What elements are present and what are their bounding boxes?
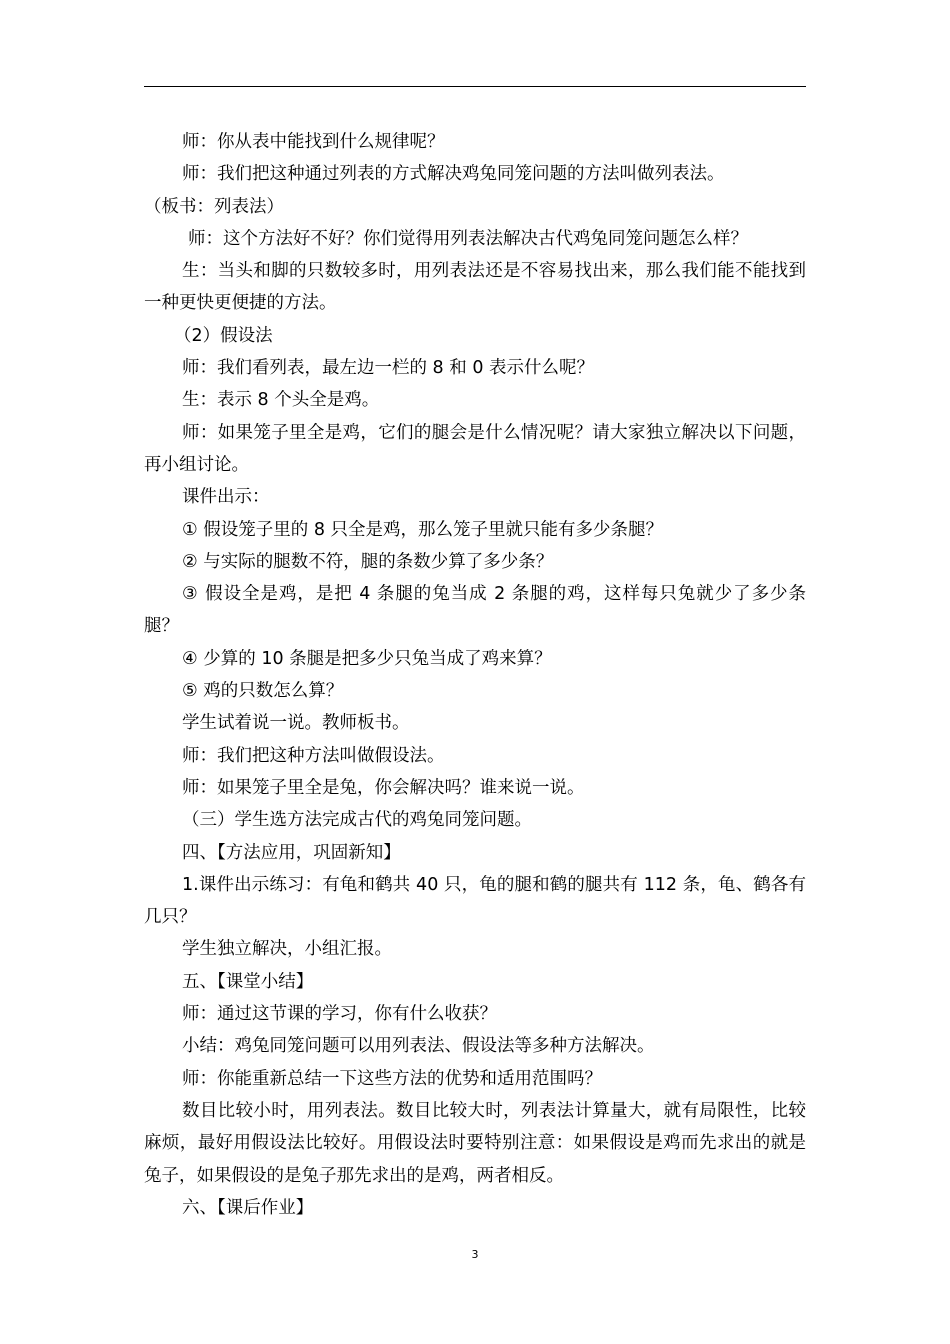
document-body	[144, 126, 806, 1224]
paragraph: 师：如果笼子里全是鸡，它们的腿会是什么情况呢？请大家独立解决以下问题，再小组讨论。	[144, 422, 806, 475]
paragraph: 师：你能重新总结一下这些方法的优势和适用范围吗？	[182, 1068, 602, 1089]
paragraph: 师：我们看列表，最左边一栏的 8 和 0 表示什么呢？	[182, 358, 595, 379]
section-heading: （2）假设法	[174, 325, 273, 346]
paragraph: 师：你从表中能找到什么规律呢？	[182, 132, 445, 152]
paragraph: 师：我们把这种通过列表的方式解决鸡兔同笼问题的方法叫做列表法。	[182, 164, 725, 185]
paragraph: （板书：列表法）	[144, 196, 284, 217]
list-item: ④ 少算的 10 条腿是把多少只兔当成了鸡来算？	[182, 648, 552, 669]
paragraph: 师：如果笼子里全是兔，你会解决吗？谁来说一说。	[182, 777, 585, 798]
section-heading: 五、【课堂小结】	[182, 971, 314, 992]
paragraph: 1.课件出示练习：有龟和鹤共 40 只，龟的腿和鹤的腿共有 112 条，龟、鹤各有几只？	[144, 874, 806, 928]
section-heading: （三）学生选方法完成古代的鸡兔同笼问题。	[182, 810, 532, 831]
paragraph: 课件出示：	[182, 487, 270, 508]
paragraph: 学生独立解决，小组汇报。	[182, 939, 392, 960]
list-item: ⑤ 鸡的只数怎么算？	[182, 681, 344, 702]
list-item: ② 与实际的腿数不符，腿的条数少算了多少条？	[182, 551, 554, 572]
section-heading: 六、【课后作业】	[182, 1197, 314, 1218]
list-item: ③ 假设全是鸡，是把 4 条腿的兔当成 2 条腿的鸡，这样每只兔就少了多少条腿？	[144, 584, 806, 637]
paragraph: 小结：鸡兔同笼问题可以用列表法、假设法等多种方法解决。	[182, 1036, 655, 1057]
paragraph: 师：通过这节课的学习，你有什么收获？	[182, 1004, 497, 1025]
paragraph: 师：这个方法好不好？你们觉得用列表法解决古代鸡兔同笼问题怎么样？	[188, 228, 748, 249]
section-heading: 四、【方法应用，巩固新知】	[182, 842, 401, 863]
list-item: ① 假设笼子里的 8 只全是鸡，那么笼子里就只能有多少条腿？	[182, 519, 664, 540]
paragraph: 生：表示 8 个头全是鸡。	[182, 390, 380, 411]
page-number: 3	[471, 1248, 479, 1261]
paragraph: 学生试着说一说。教师板书。	[182, 713, 410, 734]
paragraph: 师：我们把这种方法叫做假设法。	[182, 745, 445, 766]
paragraph: 生：当头和脚的只数较多时，用列表法还是不容易找出来，那么我们能不能找到一种更快更便捷的方法。	[144, 261, 806, 314]
paragraph: 数目比较小时，用列表法。数目比较大时，列表法计算量大，就有局限性，比较麻烦，最好用假设法比较好。用假设法时要特别注意：如果假设是鸡而先求出的就是兔子，如果假设的是兔子那先求出的是鸡，两者相反。	[144, 1100, 806, 1186]
header-rule	[144, 86, 806, 87]
